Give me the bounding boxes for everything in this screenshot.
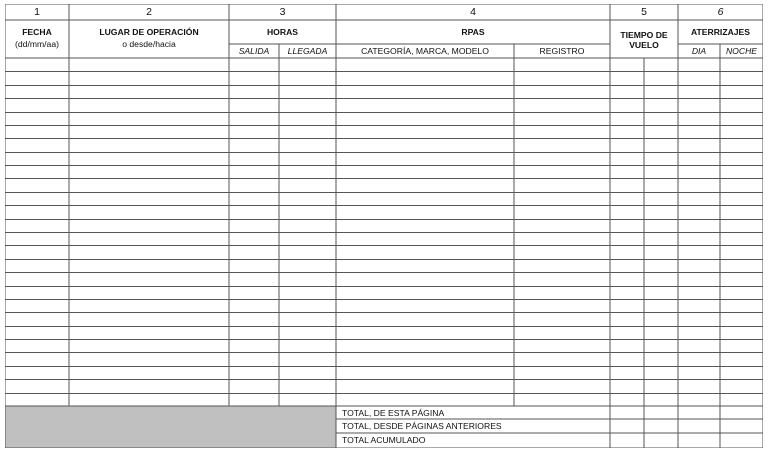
col-3-number: 3 <box>279 5 286 18</box>
total-paginas-anteriores-label: TOTAL, DESDE PÁGINAS ANTERIORES <box>342 421 502 431</box>
salida-label: SALIDA <box>238 45 270 56</box>
col-4-number: 4 <box>470 5 476 18</box>
lugar-label: LUGAR DE OPERACIÓN <box>99 27 199 38</box>
col-fecha-header <box>5 20 69 58</box>
total-esta-pagina-label: TOTAL, DE ESTA PÁGINA <box>342 407 445 418</box>
registro-label: REGISTRO <box>539 45 585 56</box>
log-table-grid <box>5 4 763 448</box>
col-1-number: 1 <box>34 5 40 18</box>
totals-shaded-block <box>5 406 336 448</box>
rpas-label: RPAS <box>461 26 485 37</box>
flight-log-sheet <box>5 4 763 448</box>
tiempo-vuelo-label: TIEMPO DE VUELO <box>620 29 668 50</box>
aterrizajes-label: ATERRIZAJES <box>690 26 751 37</box>
horas-label: HORAS <box>266 26 299 37</box>
col-5-number: 5 <box>641 5 647 18</box>
total-acumulado-label: TOTAL ACUMULADO <box>342 435 426 445</box>
fecha-format-label: (dd/mm/aa) <box>15 39 59 50</box>
lugar-sublabel: o desde/hacia <box>122 39 176 50</box>
categoria-label: CATEGORÍA, MARCA, MODELO <box>361 45 489 56</box>
dia-label: DIA <box>691 45 707 56</box>
col-lugar-header <box>69 20 229 58</box>
fecha-label: FECHA <box>22 27 52 38</box>
col-6-number: 6 <box>717 5 724 18</box>
llegada-label: LLEGADA <box>287 45 328 56</box>
col-2-number: 2 <box>146 5 152 18</box>
noche-label: NOCHE <box>725 45 758 56</box>
